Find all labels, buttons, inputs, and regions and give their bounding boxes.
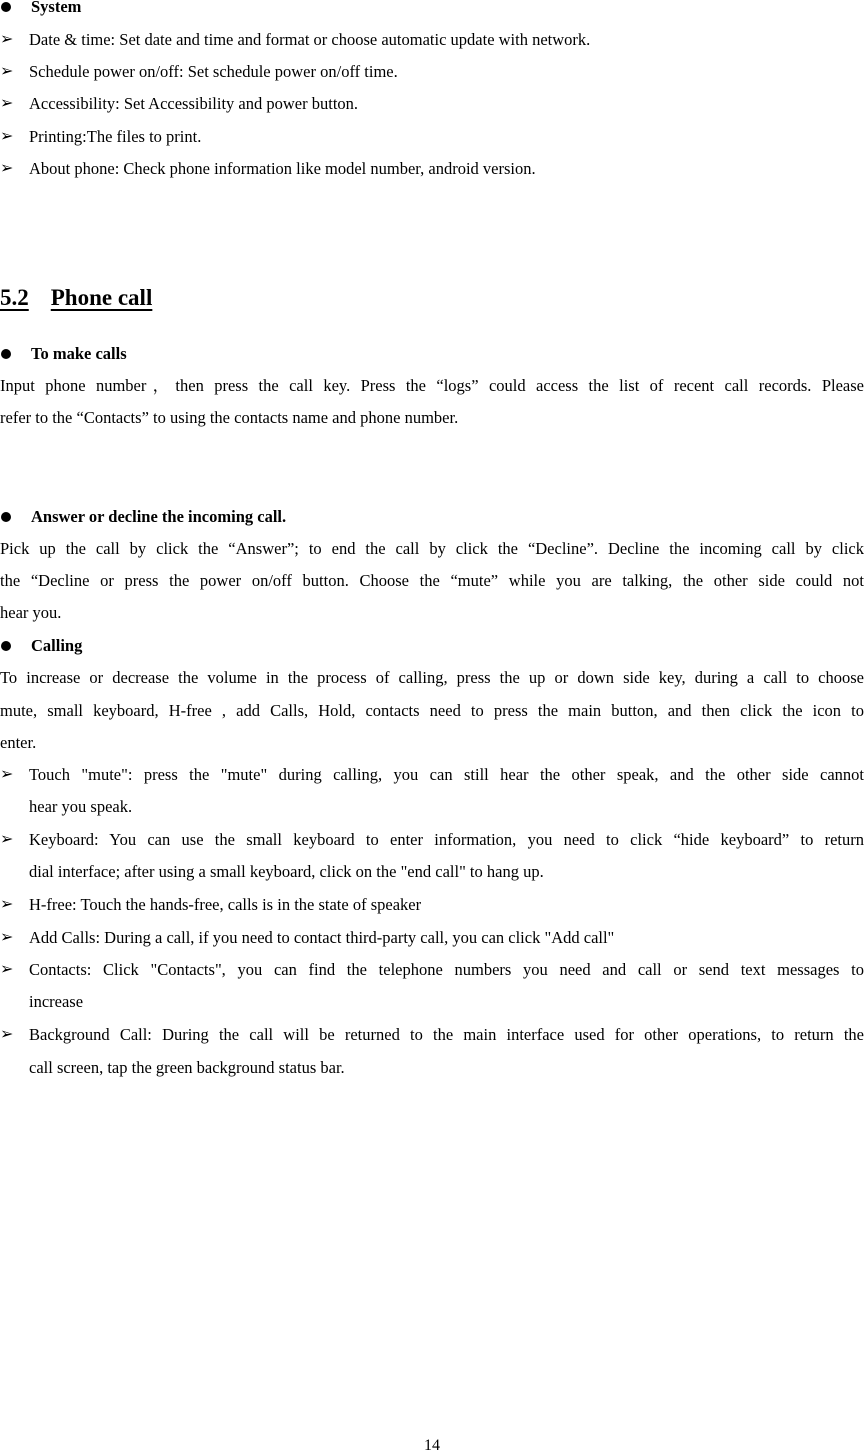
bullet-dot-icon	[1, 512, 11, 522]
paragraph-line: Pick up the call by click the “Answer”; to end the call by click the “Decline”. Decline the incoming call by click	[0, 539, 864, 558]
bullet-dot-icon	[1, 641, 11, 651]
arrow-bullet-icon: ➢	[0, 95, 14, 112]
arrow-bullet-icon: ➢	[0, 63, 14, 80]
arrow-bullet-icon: ➢	[0, 831, 14, 848]
paragraph-line: To increase or decrease the volume in the process of calling, press the up or down side key, during a call to choose	[0, 668, 864, 687]
arrow-bullet-icon: ➢	[0, 929, 14, 946]
arrow-bullet-icon: ➢	[0, 961, 14, 978]
paragraph-line: refer to the “Contacts” to using the contacts name and phone number.	[0, 408, 459, 427]
arrow-bullet-icon: ➢	[0, 1026, 14, 1043]
document-page: System ➢ Date & time: Set date and time and format or choose automatic update with network. ➢ Schedule power on/off: Set schedule power on/off time. ➢ Accessibility: Set Accessibility and power button. ➢ Printing:The files to print. ➢ About phone: Check phone information like model number, android version. 5.2 Phone call To make calls Input phone number，then press the call key. Press the “logs” could access the list of recent call records. Please refer to the “Contacts” to using the contacts name and phone number. Answer or decline the incoming call. Pick up the call by click the “Answer”; to end the call by click the “Decline”. Decline the incoming call by click the “Decline or press the power on/off button. Choose the “mute” while you are talking, the other side could not hear you. Calling To increase or decrease the volume in the process of calling, press the up or down side key, during a call to choose mute, small keyboard, H-free , add Calls, Hold, contacts need to press the main button, and then click the icon to enter. ➢ Touch "mute": press the "mute" during calling, you can still hear the other speak, and the other side cannot hear you speak. ➢ Keyboard: You can use the small keyboard to enter information, you need to click “hide keyboard” to return dial interface; after using a small keyboard, click on the "end call" to hang up. ➢ H-free: Touch the hands-free, calls is in the state of speaker ➢ Add Calls: During a call, if you need to contact third-party call, you can click "Add call" ➢ Contacts: Click "Contacts", you can find the telephone numbers you need and call or send text messages to increase ➢ Background Call: During the call will be returned to the main interface used for other operations, to return the call screen, tap the green background status bar. 14	[0, 0, 864, 1454]
arrow-bullet-icon: ➢	[0, 128, 14, 145]
bullet-dot-icon	[1, 349, 11, 359]
bullet-dot-icon	[1, 2, 11, 12]
paragraph-line: mute, small keyboard, H-free , add Calls, Hold, contacts need to press the main button, and then click the icon to	[0, 701, 864, 720]
paragraph-line: the “Decline or press the power on/off button. Choose the “mute” while you are talking, the other side could not	[0, 571, 864, 590]
arrow-bullet-icon: ➢	[0, 160, 14, 177]
arrow-bullet-icon: ➢	[0, 896, 14, 913]
paragraph-line: enter.	[0, 733, 37, 752]
arrow-bullet-icon: ➢	[0, 766, 14, 783]
section-title: 5.2 Phone call	[0, 285, 153, 310]
paragraph-line: hear you.	[0, 603, 62, 622]
arrow-bullet-icon: ➢	[0, 31, 14, 48]
paragraph-line: Input phone number，then press the call key. Press the “logs” could access the list of recent call records. Please	[0, 376, 864, 395]
page-number: 14	[424, 1437, 440, 1454]
